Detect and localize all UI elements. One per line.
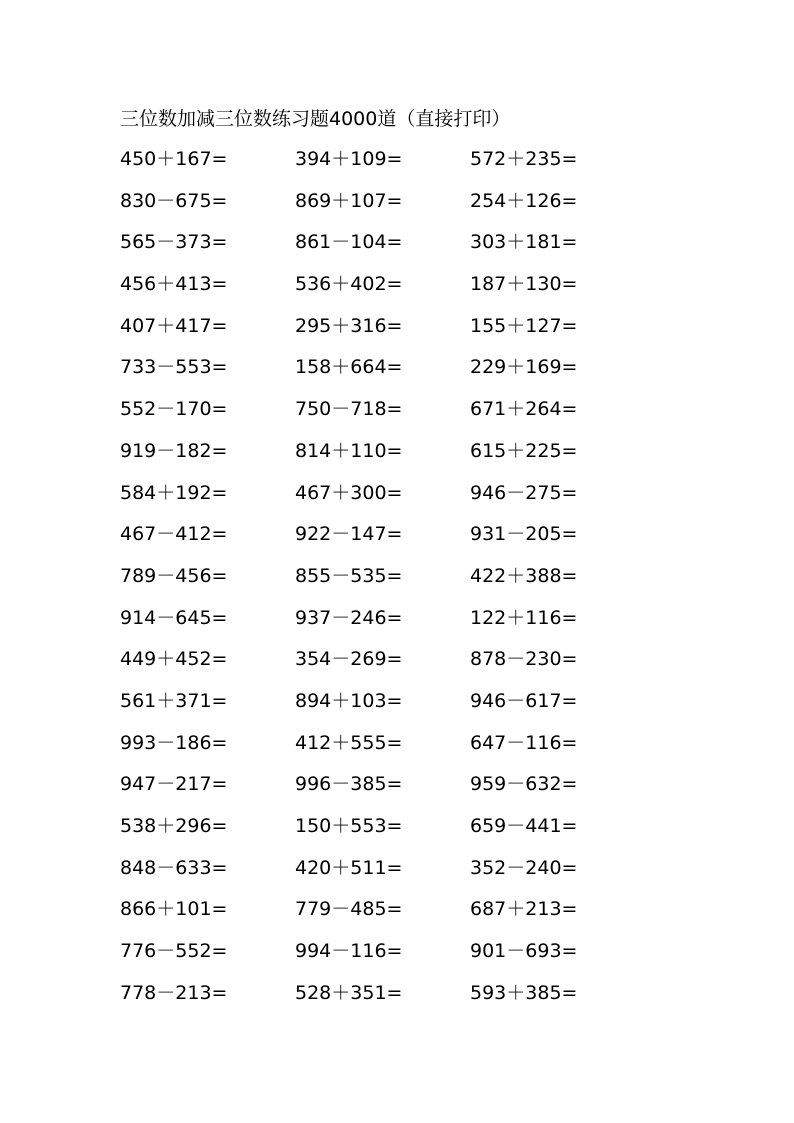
math-problem: 937－246=: [295, 606, 403, 629]
math-problem: 155＋127=: [470, 314, 578, 337]
problem-row: [120, 645, 640, 687]
math-problem: 687＋213=: [470, 898, 578, 921]
math-problem: 848－633=: [120, 856, 228, 879]
math-problem: 901－693=: [470, 940, 578, 963]
problem-row: [120, 187, 640, 229]
problem-row: [120, 937, 640, 979]
problem-row: [120, 979, 640, 1021]
math-problem: 467－412=: [120, 523, 228, 546]
math-problem: 779－485=: [295, 898, 403, 921]
math-problem: 254＋126=: [470, 189, 578, 212]
math-problem: 456＋413=: [120, 273, 228, 296]
math-problem: 866＋101=: [120, 898, 228, 921]
math-problem: 572＋235=: [470, 148, 578, 170]
problem-row: [120, 312, 640, 354]
math-problem: 150＋553=: [295, 815, 403, 837]
math-problem: 467＋300=: [295, 481, 403, 504]
math-problem: 671＋264=: [470, 398, 578, 421]
math-problem: 861－104=: [295, 231, 403, 254]
problem-row: [120, 228, 640, 270]
math-problem: 996－385=: [295, 773, 403, 796]
math-problem: 536＋402=: [295, 273, 403, 296]
math-problem: 914－645=: [120, 606, 228, 629]
math-problem: 855－535=: [295, 564, 403, 587]
math-problem: 538＋296=: [120, 815, 228, 837]
math-problem: 450＋167=: [120, 148, 228, 170]
math-problem: 778－213=: [120, 981, 228, 1004]
math-problem: 593＋385=: [470, 981, 578, 1004]
math-problem: 994－116=: [295, 940, 403, 963]
math-problem: 931－205=: [470, 523, 578, 546]
math-problem: 894＋103=: [295, 689, 403, 712]
math-problem: 584＋192=: [120, 481, 228, 504]
problem-row: [120, 604, 640, 646]
math-problem: 947－217=: [120, 773, 228, 796]
math-problem: 394＋109=: [295, 148, 403, 170]
math-problem: 878－230=: [470, 648, 578, 671]
problem-row: [120, 854, 640, 896]
math-problem: 869＋107=: [295, 189, 403, 212]
math-problem: 295＋316=: [295, 314, 403, 337]
math-problem: 552－170=: [120, 398, 228, 421]
math-problem: 422＋388=: [470, 564, 578, 587]
math-problem: 528＋351=: [295, 981, 403, 1004]
problem-row: [120, 562, 640, 604]
math-problem: 420＋511=: [295, 856, 403, 879]
math-problem: 776－552=: [120, 940, 228, 963]
math-problem: 158＋664=: [295, 356, 403, 379]
problem-row: [120, 145, 640, 187]
problem-row: [120, 729, 640, 771]
problem-row: [120, 687, 640, 729]
worksheet-title: 三位数加减三位数练习题4000道（直接打印）: [120, 108, 511, 130]
problem-row: [120, 437, 640, 479]
math-problem: 303＋181=: [470, 231, 578, 254]
math-problem: 407＋417=: [120, 314, 228, 337]
problem-grid: [120, 145, 640, 1020]
problem-row: [120, 270, 640, 312]
math-problem: 229＋169=: [470, 356, 578, 379]
problem-row: [120, 395, 640, 437]
math-problem: 830－675=: [120, 189, 228, 212]
math-problem: 449＋452=: [120, 648, 228, 671]
math-problem: 659－441=: [470, 815, 578, 837]
math-problem: 946－617=: [470, 689, 578, 712]
math-problem: 352－240=: [470, 856, 578, 879]
math-problem: 922－147=: [295, 523, 403, 546]
math-problem: 647－116=: [470, 731, 578, 754]
math-problem: 615＋225=: [470, 439, 578, 462]
math-problem: 354－269=: [295, 648, 403, 671]
math-problem: 412＋555=: [295, 731, 403, 754]
math-problem: 789－456=: [120, 564, 228, 587]
problem-row: [120, 812, 640, 854]
math-problem: 733－553=: [120, 356, 228, 379]
math-problem: 814＋110=: [295, 439, 403, 462]
problem-row: [120, 770, 640, 812]
math-problem: 187＋130=: [470, 273, 578, 296]
problem-row: [120, 520, 640, 562]
math-problem: 919－182=: [120, 439, 228, 462]
math-problem: 993－186=: [120, 731, 228, 754]
math-problem: 959－632=: [470, 773, 578, 796]
math-problem: 122＋116=: [470, 606, 578, 629]
problem-row: [120, 895, 640, 937]
math-problem: 565－373=: [120, 231, 228, 254]
math-problem: 946－275=: [470, 481, 578, 504]
math-problem: 561＋371=: [120, 689, 228, 712]
problem-row: [120, 479, 640, 521]
problem-row: [120, 353, 640, 395]
math-problem: 750－718=: [295, 398, 403, 421]
